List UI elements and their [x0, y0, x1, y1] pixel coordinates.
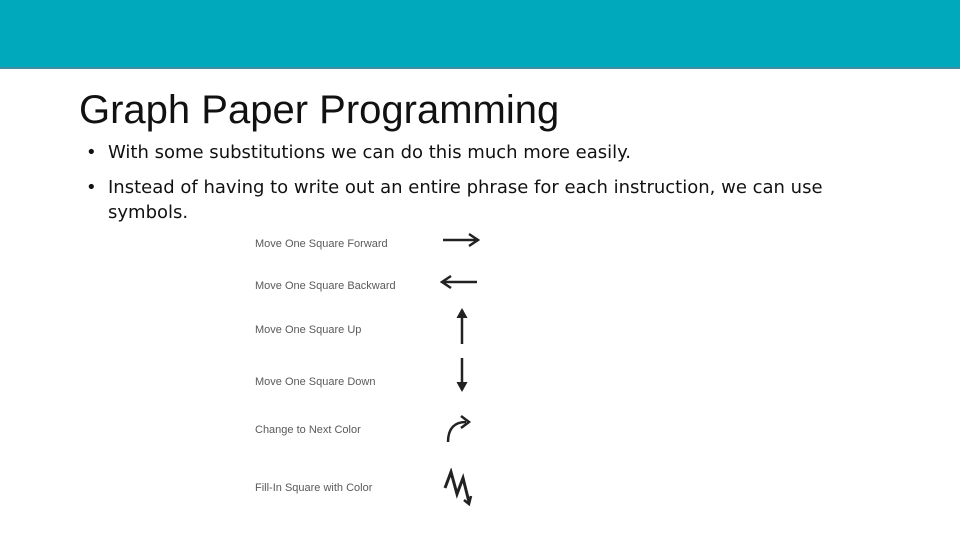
arrow-down-icon — [435, 358, 485, 398]
curved-arrow-icon — [435, 410, 485, 450]
symbol-label: Move One Square Down — [255, 376, 376, 388]
symbol-label: Fill-In Square with Color — [255, 482, 373, 494]
symbol-row-forward — [255, 224, 495, 264]
bullet-text: Instead of having to write out an entire phrase for each instruction, we can use symbols. — [108, 177, 823, 223]
bullet-dot: • — [86, 142, 97, 163]
symbol-table — [255, 220, 495, 510]
symbol-label: Change to Next Color — [255, 424, 361, 436]
arrow-right-icon — [435, 224, 485, 264]
bullet-text: With some substitutions we can do this much more easily. — [108, 142, 631, 163]
bullet-dot: • — [86, 177, 97, 198]
arrow-up-icon — [435, 306, 485, 346]
symbol-row-down — [255, 358, 495, 398]
symbol-row-backward — [255, 266, 495, 306]
bullet-list — [86, 140, 906, 235]
arrow-left-icon — [435, 266, 485, 306]
header-bar — [0, 0, 960, 69]
bullet-item — [86, 175, 906, 225]
symbol-row-color — [255, 410, 495, 450]
symbol-row-up — [255, 306, 495, 346]
slide-title: Graph Paper Programming — [79, 88, 560, 132]
zigzag-icon — [435, 468, 485, 508]
symbol-row-fill — [255, 468, 495, 508]
bullet-item — [86, 140, 906, 165]
symbol-label: Move One Square Backward — [255, 280, 396, 292]
symbol-label: Move One Square Forward — [255, 238, 388, 250]
symbol-label: Move One Square Up — [255, 324, 362, 336]
